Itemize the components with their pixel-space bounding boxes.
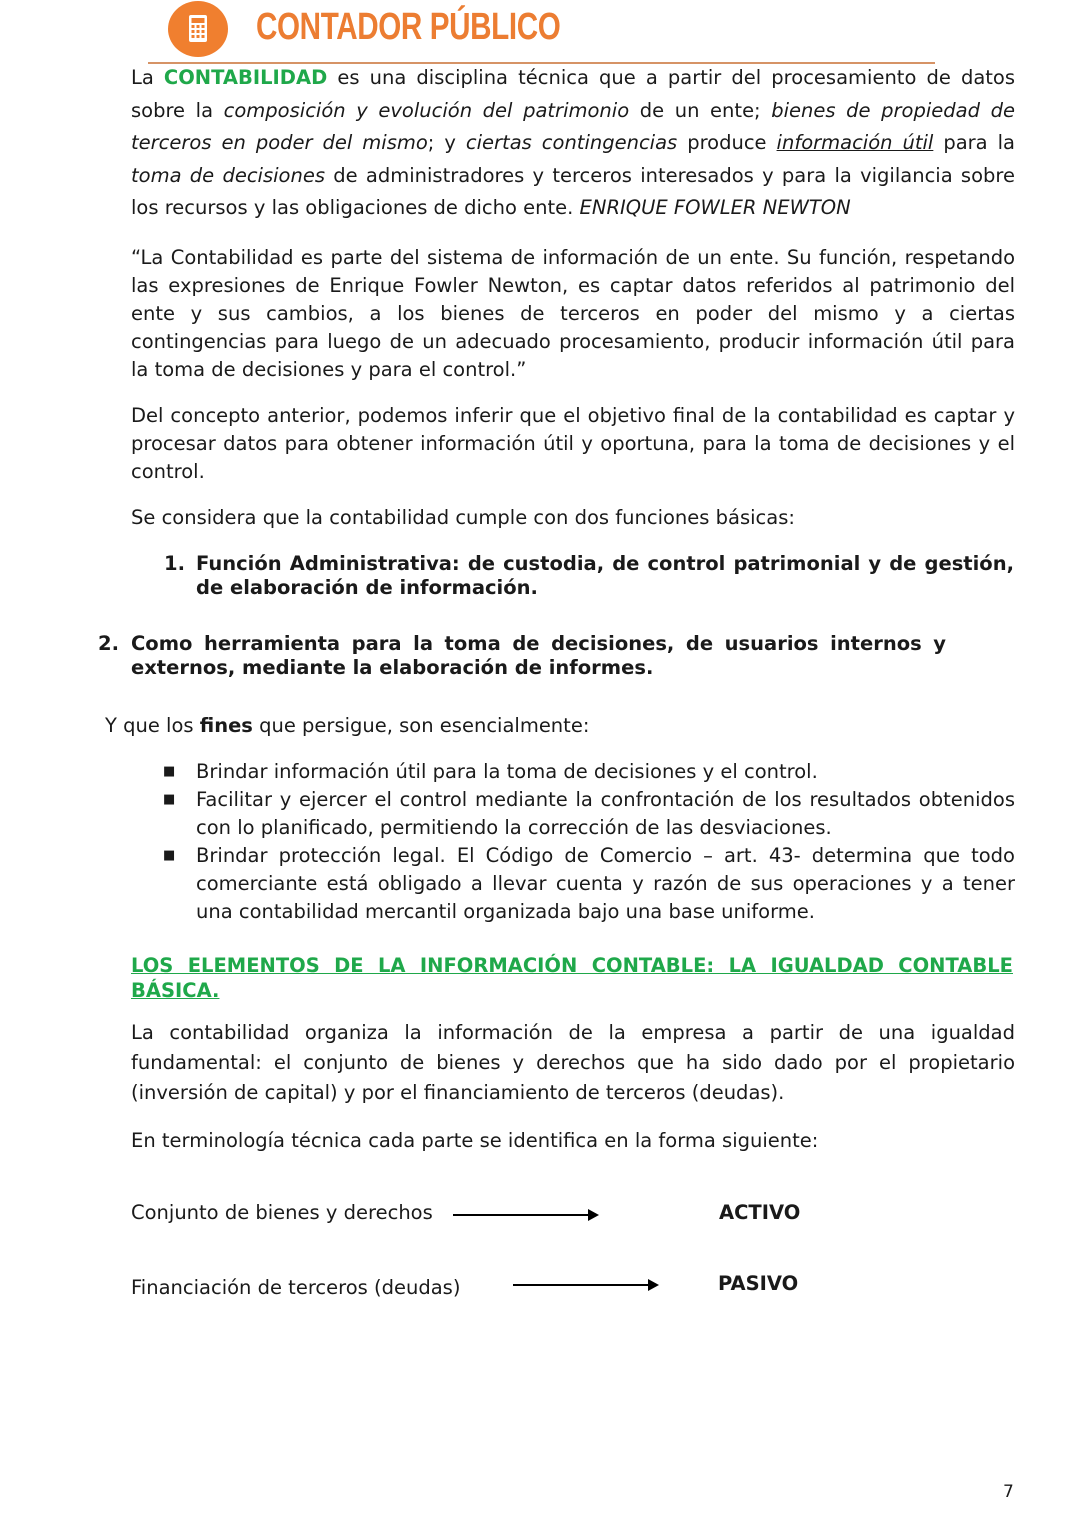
page-number: 7 (1003, 1482, 1014, 1502)
section-heading: LOS ELEMENTOS DE LA INFORMACIÓN CONTABLE: LA IGUALDAD CONTABLE BÁSICA. (131, 954, 1013, 1002)
arrow-right-icon (453, 1214, 597, 1216)
mapping-label: Financiación de terceros (deudas) (131, 1276, 461, 1299)
bullet-icon: ■ (163, 848, 176, 863)
inference-paragraph: Del concepto anterior, podemos inferir que el objetivo final de la contabilidad es captar y procesar datos para obtener información útil y oportuna, para la toma de decisiones y el control. (131, 404, 1015, 483)
definition-paragraph: La CONTABILIDAD es una disciplina técnica que a partir del procesamiento de datos sobre la composición y evolución del patrimonio de un ente; bienes de propiedad de terceros en poder del mismo; y ciertas contingencias produce información útil para la toma de decisiones de administradores y terceros interesados y para la vigilancia sobre los recursos y las obligaciones de dicho ente. ENRIQUE FOWLER NEWTON (131, 66, 1016, 219)
function-item: Como herramienta para la toma de decisiones, de usuarios internos y externos, mediante la elaboración de informes. (131, 632, 946, 679)
header-title: CONTADOR PÚBLICO (256, 6, 561, 48)
terminology-intro: En terminología técnica cada parte se identifica en la forma siguiente: (131, 1129, 819, 1152)
calculator-icon (168, 1, 228, 57)
function-number: 1. (164, 552, 185, 575)
mapping-term: PASIVO (718, 1272, 799, 1295)
function-number: 2. (98, 632, 119, 655)
list-item: ■ Brindar protección legal. El Código de Comercio – art. 43- determina que todo comerciante está obligado a llevar cuenta y razón de sus operaciones y a tener una contabilidad mercantil organizada bajo una base uniforme. (163, 844, 1015, 923)
mapping-term: ACTIVO (719, 1201, 801, 1224)
bullet-icon: ■ (163, 764, 176, 779)
list-item: ■ Facilitar y ejercer el control mediante la confrontación de los resultados obtenidos con lo planificado, permitiendo la corrección de las desviaciones. (163, 788, 1015, 839)
arrow-right-icon (513, 1284, 657, 1286)
aims-intro: Y que los fines que persigue, son esencialmente: (105, 714, 590, 737)
aims-list (163, 758, 1015, 926)
bullet-icon: ■ (163, 792, 176, 807)
functions-intro: Se considera que la contabilidad cumple con dos funciones básicas: (131, 506, 795, 529)
function-item: Función Administrativa: de custodia, de control patrimonial y de gestión, de elaboración de información. (196, 552, 1014, 599)
quote-paragraph: “La Contabilidad es parte del sistema de información de un ente. Su función, respetando las expresiones de Enrique Fowler Newton, es captar datos referidos al patrimonio del ente y sus cambios, a los bienes de terceros en poder del mismo y a ciertas contingencias para luego de un adecuado procesamiento, producir información útil para la toma de decisiones y para el control.” (131, 246, 1015, 381)
list-item: ■ Brindar información útil para la toma de decisiones y el control. (196, 758, 1015, 786)
mapping-label: Conjunto de bienes y derechos (131, 1201, 433, 1224)
equality-paragraph: La contabilidad organiza la información de la empresa a partir de una igualdad fundamental: el conjunto de bienes y derechos que ha sido dado por el propietario (inversión de capital) y por el financiamiento de terceros (deudas). (131, 1021, 1015, 1104)
